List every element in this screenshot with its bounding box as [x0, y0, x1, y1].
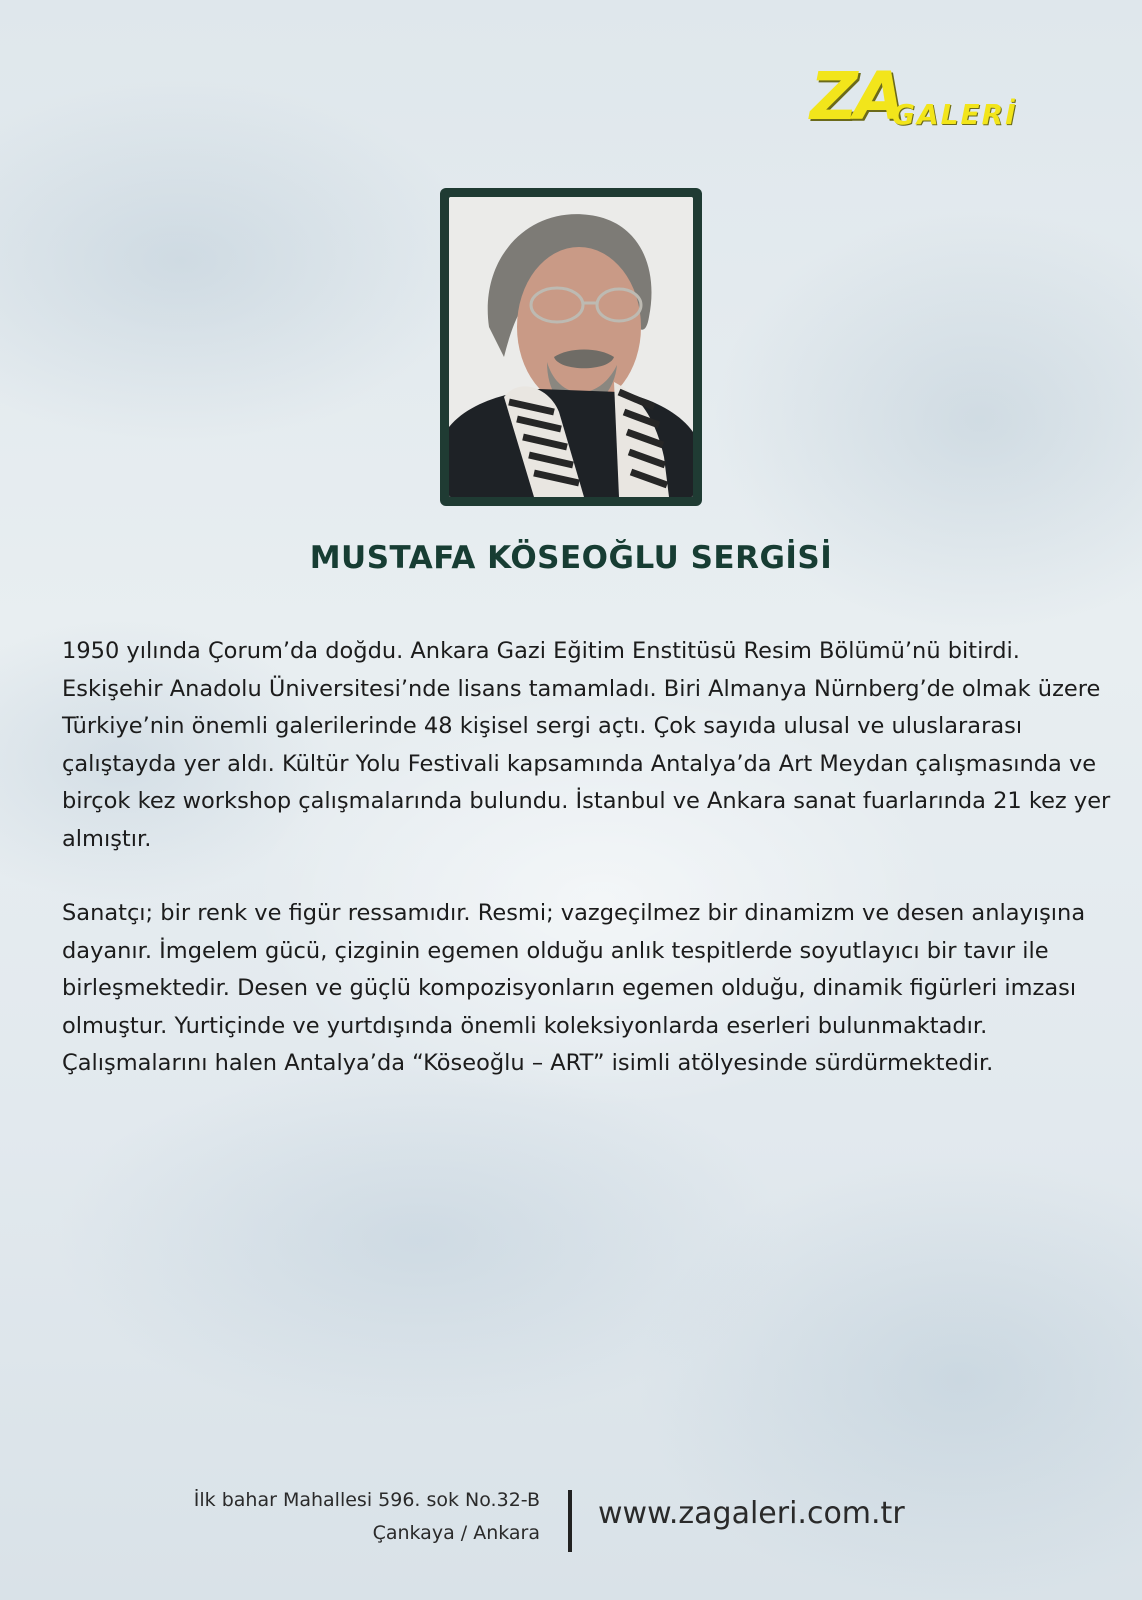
bio-paragraph-1: 1950 yılında Çorum’da doğdu. Ankara Gazi Eğitim Enstitüsü Resim Bölümü’nü bitirdi. Eskişehir Anadolu Üniversitesi’nde lisans tamamladı. Biri Almanya Nürnberg’de olmak üzere Türkiye’nin önemli galerilerinde 48 kişisel sergi açtı. Çok sayıda ulusal ve uluslararası çalıştayda yer aldı. Kültür Yolu Festivali kapsamında Antalya’da Art Meydan çalışmasında ve birçok kez workshop çalışmalarında bulundu. İstanbul ve Ankara sanat fuarlarında 21 kez yer almıştır.	[62, 638, 1111, 852]
zagaleri-logo	[810, 58, 1080, 138]
website-link[interactable]: www.zagaleri.com.tr	[598, 1496, 905, 1531]
logo-mark: ZA	[810, 58, 901, 135]
logo-word: GALERİ	[892, 98, 1018, 131]
portrait-photo	[449, 197, 693, 497]
footer-divider	[568, 1490, 572, 1552]
bio-paragraph-2: Sanatçı; bir renk ve figür ressamıdır. Resmi; vazgeçilmez bir dinamizm ve desen anlayışına dayanır. İmgelem gücü, çizginin egemen olduğu anlık tespitlerde soyutlayıcı bir tavır ile birleşmektedir. Desen ve güçlü kompozisyonların egemen olduğu, dinamik figürleri imzası olmuştur. Yurtiçinde ve yurtdışında önemli koleksiyonlarda eserleri bulunmaktadır. Çalışmalarını halen Antalya’da “Köseoğlu – ART” isimli atölyesinde sürdürmektedir.	[62, 900, 1086, 1076]
exhibition-title: MUSTAFA KÖSEOĞLU SERGİSİ	[309, 540, 833, 576]
address-line-1: İlk bahar Mahallesi 596. sok No.32-B	[193, 1489, 540, 1511]
address-line-2: Çankaya / Ankara	[372, 1522, 540, 1544]
portrait-frame	[440, 188, 702, 506]
portrait-illustration	[449, 197, 693, 497]
gallery-address	[150, 1484, 540, 1550]
artist-biography	[62, 633, 1122, 1120]
